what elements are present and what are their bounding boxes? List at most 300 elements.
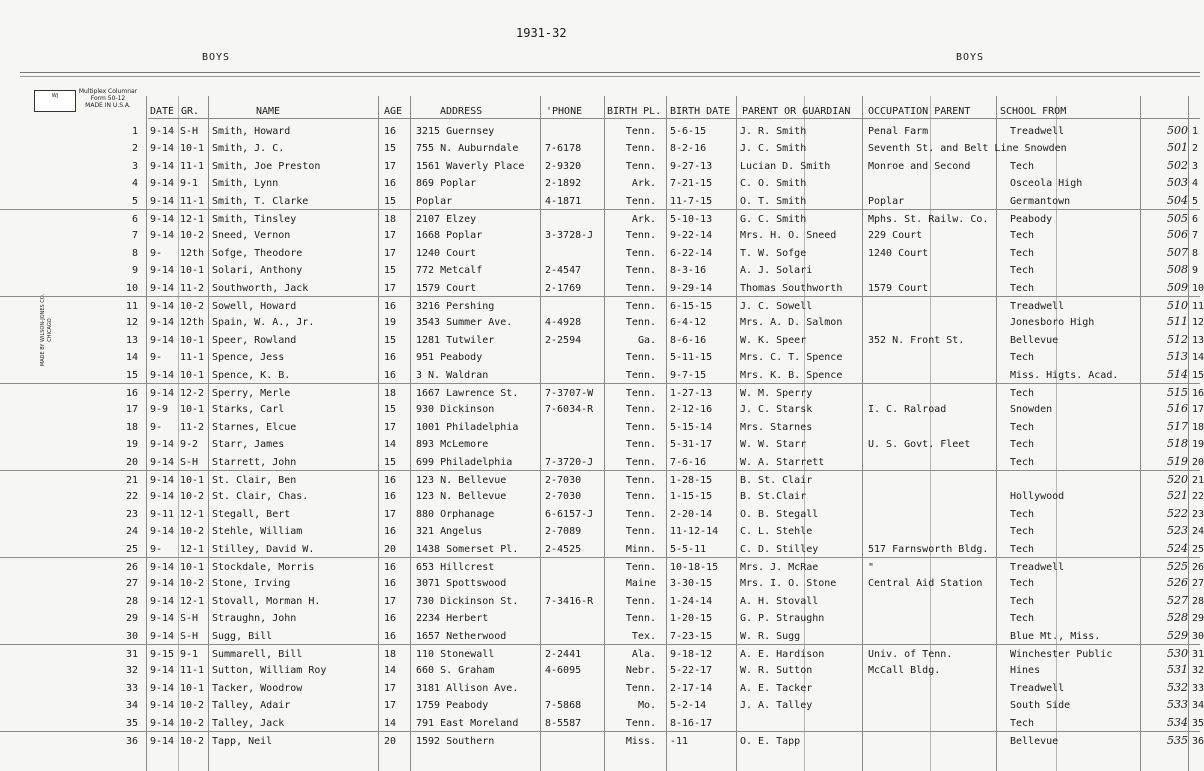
- address-cell: 1561 Waverly Place: [416, 160, 525, 172]
- occupation-cell: 1579 Court: [868, 282, 929, 294]
- date-cell: 9-14: [150, 143, 175, 155]
- school-cell: Bellevue: [1010, 334, 1059, 346]
- age-cell: 20: [384, 736, 397, 747]
- grade-cell: 9-1: [180, 649, 199, 660]
- table-row: [0, 192, 1200, 210]
- phone-cell: 4-4928: [545, 317, 582, 329]
- register-number-cell: 509: [1167, 280, 1188, 294]
- edge-number-cell: 19: [1192, 439, 1204, 451]
- birth-date-cell: 1-24-14: [670, 595, 713, 607]
- row-number: 13: [125, 334, 138, 346]
- edge-number-cell: 17: [1192, 404, 1204, 416]
- register-number-cell: 529: [1167, 628, 1188, 642]
- edge-number-cell: 2: [1192, 143, 1199, 155]
- birth-date-cell: 8-3-16: [670, 265, 707, 277]
- school-cell: South Side: [1010, 700, 1071, 712]
- school-cell: Tech: [1010, 439, 1035, 451]
- age-cell: 16: [384, 578, 397, 590]
- edge-number-cell: 11: [1192, 301, 1204, 312]
- phone-cell: 7-6034-R: [545, 404, 594, 416]
- school-cell: Tech: [1010, 526, 1035, 538]
- register-number-cell: 522: [1167, 506, 1188, 520]
- age-cell: 16: [384, 613, 397, 625]
- birth-date-cell: 10-18-15: [670, 562, 719, 573]
- school-cell: Tech: [1010, 230, 1035, 242]
- occupation-cell: 229 Court: [868, 230, 923, 242]
- phone-cell: 6-6157-J: [545, 508, 594, 520]
- age-cell: 17: [384, 282, 397, 294]
- register-number-cell: 524: [1167, 541, 1188, 555]
- date-cell: 9-14: [150, 700, 175, 712]
- birth-date-cell: 7-21-15: [670, 178, 713, 190]
- address-cell: Poplar: [416, 195, 453, 207]
- register-number-cell: 505: [1167, 212, 1188, 225]
- phone-cell: 3-3728-J: [545, 230, 594, 242]
- date-cell: 9-: [150, 421, 163, 433]
- grade-cell: 12th: [180, 247, 205, 259]
- header-birth-date: BIRTH DATE: [670, 106, 731, 117]
- age-cell: 18: [384, 388, 397, 399]
- register-number-cell: 518: [1167, 437, 1188, 451]
- age-cell: 20: [384, 543, 397, 555]
- birth-date-cell: 1-20-15: [670, 613, 713, 625]
- occupation-cell: Monroe and Second: [868, 160, 971, 172]
- edge-number-cell: 22: [1192, 491, 1204, 503]
- grade-cell: 11-1: [180, 665, 205, 677]
- edge-number-cell: 14: [1192, 352, 1204, 364]
- grade-cell: 10-2: [180, 526, 205, 538]
- occupation-cell: Seventh St. and Belt Line Snowden: [868, 143, 1067, 155]
- maker-text: MADE BY WILSON-JONES CO. CHICAGO: [40, 293, 53, 367]
- edge-number-cell: 24: [1192, 526, 1204, 538]
- grade-cell: 10-2: [180, 700, 205, 712]
- grade-cell: 12th: [180, 317, 205, 329]
- address-cell: 893 McLemore: [416, 439, 489, 451]
- birth-date-cell: 1-27-13: [670, 388, 713, 399]
- birth-date-cell: 11-12-14: [670, 526, 719, 538]
- wilson-jones-logo-icon: WJ: [34, 90, 76, 112]
- grade-cell: 10-1: [180, 562, 205, 573]
- address-cell: 3543 Summer Ave.: [416, 317, 513, 329]
- address-cell: 699 Philadelphia: [416, 456, 513, 468]
- age-cell: 15: [384, 404, 397, 416]
- name-cell: Sugg, Bill: [212, 630, 273, 642]
- parent-cell: Mrs. C. T. Spence: [740, 352, 843, 364]
- date-cell: 9-9: [150, 404, 169, 416]
- birth-place-cell: Tenn.: [625, 682, 656, 694]
- name-cell: Tacker, Woodrow: [212, 682, 303, 694]
- grade-cell: 12-1: [180, 508, 205, 520]
- birth-place-cell: Tenn.: [625, 369, 656, 381]
- register-number-cell: 531: [1167, 663, 1188, 677]
- table-row: [0, 209, 1200, 228]
- parent-cell: C. O. Smith: [740, 178, 807, 190]
- row-number: 17: [125, 404, 138, 416]
- parent-cell: A. J. Solari: [740, 265, 813, 277]
- row-number: 7: [131, 230, 138, 242]
- date-cell: 9-: [150, 543, 163, 555]
- name-cell: Smith, Tinsley: [212, 214, 297, 225]
- parent-cell: Mrs. I. O. Stone: [740, 578, 837, 590]
- address-cell: 772 Metcalf: [416, 265, 483, 277]
- register-number-cell: 508: [1167, 263, 1188, 277]
- birth-date-cell: 9-22-14: [670, 230, 713, 242]
- table-row: [0, 383, 1204, 402]
- edge-number-cell: 21: [1192, 475, 1204, 486]
- grade-cell: 10-1: [180, 369, 205, 381]
- row-number: 10: [125, 282, 138, 294]
- age-cell: 17: [384, 682, 397, 694]
- address-cell: 3181 Allison Ave.: [416, 682, 519, 694]
- occupation-cell: ": [868, 562, 875, 573]
- school-cell: Treadwell: [1010, 301, 1065, 312]
- row-number: 1: [131, 126, 138, 137]
- address-cell: 869 Poplar: [416, 178, 477, 190]
- register-number-cell: 506: [1167, 228, 1188, 242]
- edge-number-cell: 15: [1192, 369, 1204, 381]
- age-cell: 14: [384, 665, 397, 677]
- school-cell: Tech: [1010, 456, 1035, 468]
- grade-cell: 10-2: [180, 230, 205, 242]
- birth-place-cell: Tenn.: [625, 439, 656, 451]
- name-cell: Stehle, William: [212, 526, 303, 538]
- register-number-cell: 527: [1167, 593, 1188, 607]
- parent-cell: Thomas Southworth: [740, 282, 843, 294]
- row-number: 6: [131, 214, 138, 225]
- row-number: 3: [131, 160, 138, 172]
- grade-cell: 11-2: [180, 282, 205, 294]
- date-cell: 9-11: [150, 508, 175, 520]
- parent-cell: W. R. Sugg: [740, 630, 801, 642]
- birth-date-cell: -11: [670, 736, 689, 747]
- age-cell: 17: [384, 700, 397, 712]
- birth-date-cell: 7-6-16: [670, 456, 707, 468]
- table-row: [0, 366, 1204, 384]
- birth-date-cell: 5-10-13: [670, 214, 713, 225]
- birth-date-cell: 9-27-13: [670, 160, 713, 172]
- row-number: 16: [125, 388, 138, 399]
- grade-cell: 11-1: [180, 352, 205, 364]
- table-row: [0, 609, 1204, 627]
- birth-date-cell: 8-6-16: [670, 334, 707, 346]
- birth-date-cell: 6-15-15: [670, 301, 713, 312]
- address-cell: 1657 Netherwood: [416, 630, 507, 642]
- age-cell: 18: [384, 649, 397, 660]
- birth-date-cell: 5-15-14: [670, 421, 713, 433]
- edge-number-cell: 18: [1192, 421, 1204, 433]
- birth-place-cell: Ark.: [631, 214, 656, 225]
- table-row: [0, 313, 1204, 331]
- date-cell: 9-14: [150, 126, 175, 137]
- parent-cell: G. C. Smith: [740, 214, 807, 225]
- date-cell: 9-: [150, 352, 163, 364]
- edge-number-cell: 31: [1192, 649, 1204, 660]
- table-row: [0, 157, 1200, 175]
- age-cell: 16: [384, 630, 397, 642]
- table-row: [0, 592, 1204, 610]
- name-cell: St. Clair, Chas.: [212, 491, 309, 503]
- birth-place-cell: Ga.: [637, 334, 656, 346]
- table-row: [0, 731, 1204, 750]
- register-number-cell: 530: [1167, 647, 1188, 660]
- birth-date-cell: 6-4-12: [670, 317, 707, 329]
- name-cell: Speer, Rowland: [212, 334, 297, 346]
- birth-place-cell: Tenn.: [625, 317, 656, 329]
- phone-cell: 7-3416-R: [545, 595, 594, 607]
- school-cell: Tech: [1010, 578, 1035, 590]
- name-cell: Sperry, Merle: [212, 388, 291, 399]
- birth-place-cell: Tenn.: [625, 195, 656, 207]
- grade-cell: 10-2: [180, 736, 205, 747]
- row-number: 30: [125, 630, 138, 642]
- table-row: [0, 296, 1204, 315]
- parent-cell: Mrs. J. McRae: [740, 562, 819, 573]
- phone-cell: 7-3720-J: [545, 456, 594, 468]
- table-row: [0, 522, 1204, 540]
- header-date: DATE: [150, 106, 175, 117]
- name-cell: Starr, James: [212, 439, 285, 451]
- grade-cell: S-H: [180, 630, 199, 642]
- occupation-cell: Mphs. St. Railw. Co.: [868, 214, 989, 225]
- grade-cell: 12-2: [180, 388, 205, 399]
- school-cell: Peabody: [1010, 214, 1053, 225]
- age-cell: 15: [384, 456, 397, 468]
- edge-number-cell: 34: [1192, 700, 1204, 712]
- table-row: [0, 122, 1200, 140]
- edge-number-cell: 27: [1192, 578, 1204, 590]
- table-row: [0, 487, 1204, 505]
- birth-place-cell: Tenn.: [625, 475, 656, 486]
- birth-place-cell: Tex.: [631, 630, 656, 642]
- row-number: 24: [125, 526, 138, 538]
- edge-number-cell: 20: [1192, 456, 1204, 468]
- register-number-cell: 503: [1167, 176, 1188, 190]
- parent-cell: W. W. Starr: [740, 439, 807, 451]
- birth-place-cell: Tenn.: [625, 613, 656, 625]
- school-cell: Treadwell: [1010, 562, 1065, 573]
- address-cell: 1759 Peabody: [416, 700, 489, 712]
- school-cell: Jonesboro High: [1010, 317, 1095, 329]
- school-cell: Tech: [1010, 613, 1035, 625]
- date-cell: 9-14: [150, 369, 175, 381]
- row-number: 34: [125, 700, 138, 712]
- table-row: [0, 714, 1204, 732]
- birth-place-cell: Maine: [625, 578, 656, 590]
- row-number: 19: [125, 439, 138, 451]
- edge-number-cell: 12: [1192, 317, 1204, 329]
- edge-number-cell: 5: [1192, 195, 1199, 207]
- edge-number-cell: 29: [1192, 613, 1204, 625]
- birth-date-cell: 8-16-17: [670, 717, 713, 729]
- header-address: ADDRESS: [440, 106, 483, 117]
- row-number: 35: [125, 717, 138, 729]
- address-cell: 2234 Herbert: [416, 613, 489, 625]
- parent-cell: Mrs. H. O. Sneed: [740, 230, 837, 242]
- table-row: [0, 574, 1204, 592]
- age-cell: 14: [384, 717, 397, 729]
- row-number: 21: [125, 475, 138, 486]
- row-number: 22: [125, 491, 138, 503]
- age-cell: 17: [384, 160, 397, 172]
- school-cell: Winchester Public: [1010, 649, 1113, 660]
- age-cell: 19: [384, 317, 397, 329]
- school-cell: Tech: [1010, 421, 1035, 433]
- name-cell: Sneed, Vernon: [212, 230, 291, 242]
- age-cell: 15: [384, 143, 397, 155]
- birth-place-cell: Nebr.: [625, 665, 656, 677]
- register-number-cell: 533: [1167, 698, 1188, 712]
- form-info-line-1: Multiplex Columnar: [78, 88, 138, 95]
- row-number: 14: [125, 352, 138, 364]
- top-rule-2: [20, 76, 1200, 77]
- occupation-cell: Central Aid Station: [868, 578, 983, 590]
- birth-place-cell: Tenn.: [625, 404, 656, 416]
- date-cell: 9-14: [150, 475, 175, 486]
- address-cell: 653 Hillcrest: [416, 562, 495, 573]
- name-cell: Straughn, John: [212, 613, 297, 625]
- row-number: 8: [131, 247, 138, 259]
- address-cell: 1001 Philadelphia: [416, 421, 519, 433]
- name-cell: St. Clair, Ben: [212, 475, 297, 486]
- row-number: 9: [131, 265, 138, 277]
- edge-number-cell: 6: [1192, 214, 1199, 225]
- birth-place-cell: Tenn.: [625, 421, 656, 433]
- row-number: 27: [125, 578, 138, 590]
- address-cell: 1592 Southern: [416, 736, 495, 747]
- date-cell: 9-14: [150, 214, 175, 225]
- name-cell: Solari, Anthony: [212, 265, 303, 277]
- register-number-cell: 502: [1167, 158, 1188, 172]
- birth-place-cell: Tenn.: [625, 526, 656, 538]
- occupation-cell: McCall Bldg.: [868, 665, 941, 677]
- date-cell: 9-14: [150, 265, 175, 277]
- register-number-cell: 520: [1167, 473, 1188, 486]
- phone-cell: 8-5587: [545, 717, 582, 729]
- address-cell: 951 Peabody: [416, 352, 483, 364]
- age-cell: 18: [384, 214, 397, 225]
- age-cell: 16: [384, 526, 397, 538]
- edge-number-cell: 1: [1192, 126, 1199, 137]
- date-cell: 9-14: [150, 317, 175, 329]
- address-cell: 3071 Spottswood: [416, 578, 507, 590]
- birth-date-cell: 5-22-17: [670, 665, 713, 677]
- birth-place-cell: Tenn.: [625, 508, 656, 520]
- name-cell: Sofge, Theodore: [212, 247, 303, 259]
- school-cell: Snowden: [1010, 404, 1053, 416]
- birth-place-cell: Miss.: [625, 736, 656, 747]
- age-cell: 15: [384, 334, 397, 346]
- register-number-cell: 535: [1167, 734, 1188, 747]
- row-number: 25: [125, 543, 138, 555]
- address-cell: 880 Orphanage: [416, 508, 495, 520]
- address-cell: 755 N. Auburndale: [416, 143, 519, 155]
- phone-cell: 2-4525: [545, 543, 582, 555]
- birth-place-cell: Tenn.: [625, 562, 656, 573]
- edge-number-cell: 30: [1192, 630, 1204, 642]
- address-cell: 1668 Poplar: [416, 230, 483, 242]
- date-cell: 9-14: [150, 282, 175, 294]
- register-number-cell: 507: [1167, 245, 1188, 259]
- name-cell: Spence, Jess: [212, 352, 285, 364]
- register-number-cell: 526: [1167, 576, 1188, 590]
- header-age: AGE: [384, 106, 403, 117]
- row-number: 5: [131, 195, 138, 207]
- parent-cell: B. St.Clair: [740, 491, 807, 503]
- birth-place-cell: Tenn.: [625, 717, 656, 729]
- date-cell: 9-14: [150, 682, 175, 694]
- birth-place-cell: Tenn.: [625, 230, 656, 242]
- age-cell: 17: [384, 247, 397, 259]
- date-cell: 9-14: [150, 562, 175, 573]
- address-cell: 1438 Somerset Pl.: [416, 543, 519, 555]
- date-cell: 9-14: [150, 578, 175, 590]
- phone-cell: 2-9320: [545, 160, 582, 172]
- parent-cell: W. K. Speer: [740, 334, 807, 346]
- edge-number-cell: 9: [1192, 265, 1199, 277]
- age-cell: 17: [384, 595, 397, 607]
- edge-number-cell: 23: [1192, 508, 1204, 520]
- school-cell: Tech: [1010, 508, 1035, 520]
- table-row: [0, 679, 1204, 697]
- date-cell: 9-14: [150, 388, 175, 399]
- row-number: 26: [125, 562, 138, 573]
- table-row: [0, 470, 1204, 489]
- birth-date-cell: 5-31-17: [670, 439, 713, 451]
- register-number-cell: 504: [1167, 193, 1188, 207]
- birth-date-cell: 3-30-15: [670, 578, 713, 590]
- header-grade: GR.: [181, 106, 200, 117]
- school-cell: Tech: [1010, 717, 1035, 729]
- parent-cell: W. A. Starrett: [740, 456, 825, 468]
- name-cell: Smith, Howard: [212, 126, 291, 137]
- register-number-cell: 513: [1167, 350, 1188, 364]
- birth-place-cell: Tenn.: [625, 265, 656, 277]
- address-cell: 3 N. Waldran: [416, 369, 489, 381]
- occupation-cell: 517 Farnsworth Bldg.: [868, 543, 989, 555]
- grade-cell: 10-1: [180, 404, 205, 416]
- address-cell: 1240 Court: [416, 247, 477, 259]
- register-number-cell: 501: [1167, 141, 1188, 155]
- name-cell: Spence, K. B.: [212, 369, 291, 381]
- name-cell: Talley, Jack: [212, 717, 285, 729]
- table-row: [0, 627, 1204, 645]
- date-cell: 9-14: [150, 195, 175, 207]
- date-cell: 9-14: [150, 717, 175, 729]
- address-cell: 1667 Lawrence St.: [416, 388, 519, 399]
- header-school: SCHOOL FROM: [1000, 106, 1067, 117]
- age-cell: 17: [384, 508, 397, 520]
- date-cell: 9-14: [150, 301, 175, 312]
- age-cell: 16: [384, 178, 397, 190]
- school-cell: Tech: [1010, 388, 1035, 399]
- address-cell: 1579 Court: [416, 282, 477, 294]
- date-cell: 9-14: [150, 456, 175, 468]
- grade-cell: 9-2: [180, 439, 199, 451]
- birth-place-cell: Tenn.: [625, 456, 656, 468]
- register-number-cell: 519: [1167, 454, 1188, 468]
- name-cell: Smith, J. C.: [212, 143, 285, 155]
- phone-cell: 7-6178: [545, 143, 582, 155]
- table-row: [0, 244, 1200, 262]
- birth-place-cell: Tenn.: [625, 247, 656, 259]
- table-row: [0, 505, 1204, 523]
- register-number-cell: 532: [1167, 680, 1188, 694]
- address-cell: 791 East Moreland: [416, 717, 519, 729]
- age-cell: 16: [384, 369, 397, 381]
- date-cell: 9-15: [150, 649, 175, 660]
- birth-date-cell: 5-2-14: [670, 700, 707, 712]
- row-number: 33: [125, 682, 138, 694]
